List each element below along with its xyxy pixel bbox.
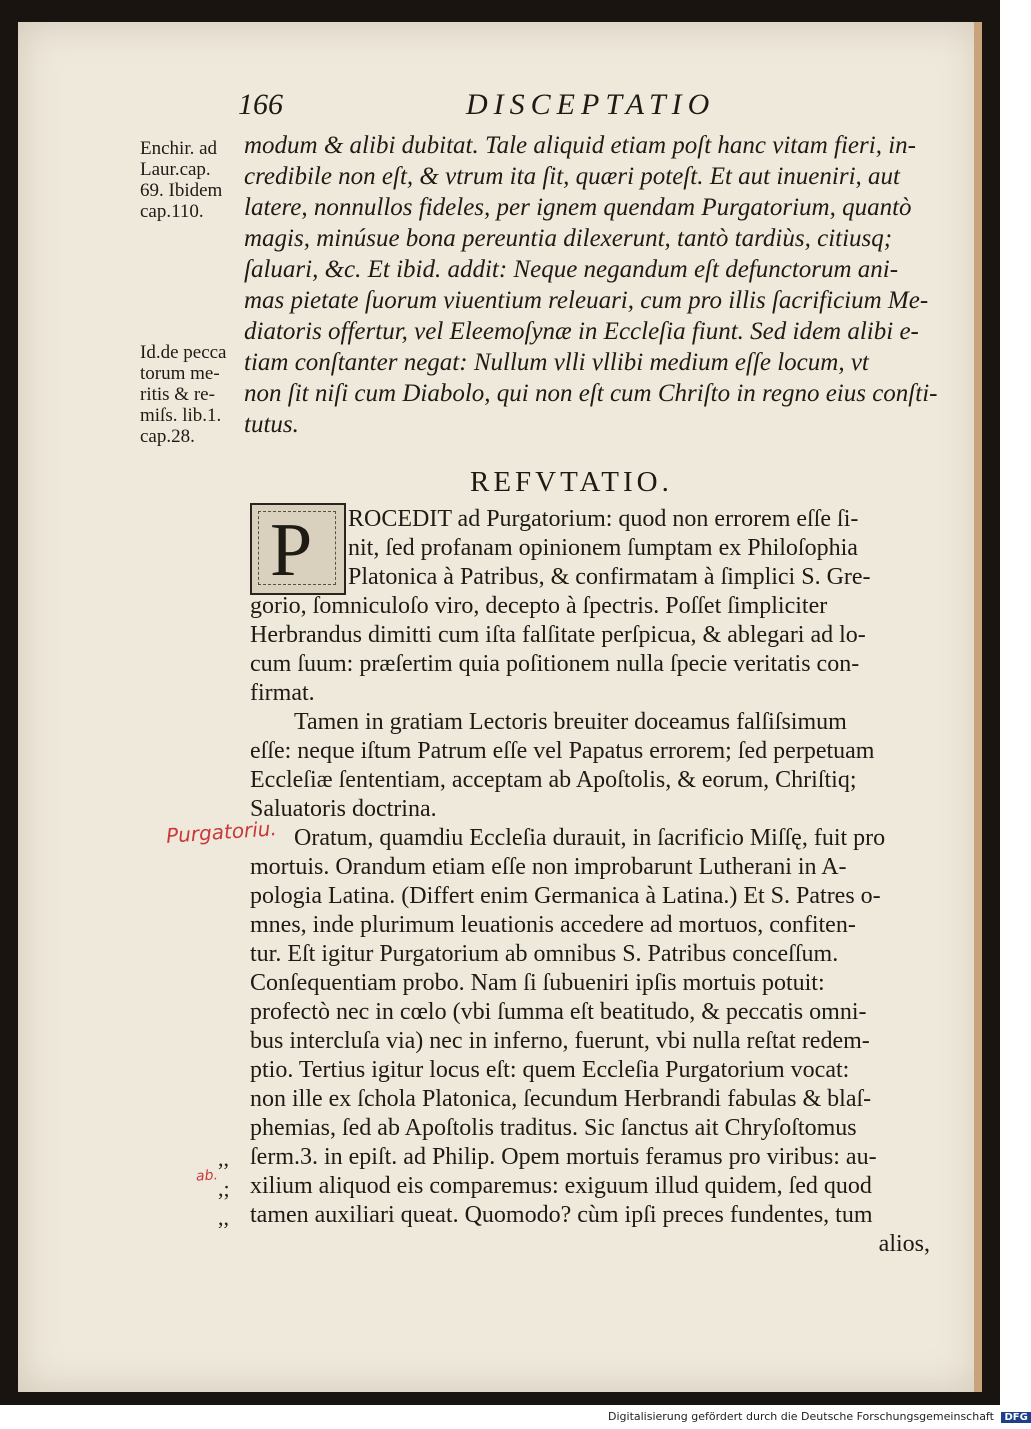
quote-mark: ,,	[218, 1146, 229, 1171]
text-line: Platonica à Patribus, & confirmatam à ſimplici S. Gre-	[348, 564, 871, 590]
text-line: non ſit niſi cum Diabolo, qui non eſt cum Chriſto in regno eius conſti-	[244, 380, 938, 407]
text-line: gorio, ſomniculoſo viro, decepto à ſpectris. Poſſet ſimpliciter	[250, 593, 828, 619]
dfg-logo: DFG	[1001, 1412, 1030, 1423]
text-line: profectò nec in cœlo (vbi ſumma eſt beatitudo, & peccatis omni-	[250, 999, 867, 1025]
text-line: modum & alibi dubitat. Tale aliquid etiam poſt hanc vitam fieri, in-	[244, 132, 916, 159]
text-line: ROCEDIT ad Purgatorium: quod non errorem eſſe ſi-	[348, 506, 859, 532]
margin-note-line: Laur.cap.	[140, 159, 211, 180]
margin-note-line: ritis & re-	[140, 384, 215, 405]
text-line: Tamen in gratiam Lectoris breuiter doceamus falſiſsimum	[294, 709, 847, 735]
handwritten-annotation-nota: ab.	[195, 1167, 219, 1185]
margin-note-line: Id.de pecca	[140, 342, 227, 363]
margin-note-line: Enchir. ad	[140, 138, 218, 159]
text-line: Conſequentiam probo. Nam ſi ſubueniri ipſis mortuis potuit:	[250, 970, 825, 996]
footer-text: Digitalisierung gefördert durch die Deutsche Forschungsgemeinschaft	[608, 1410, 994, 1423]
running-head: DISCEPTATIO	[466, 88, 716, 121]
text-line: ptio. Tertius igitur locus eſt: quem Eccleſia Purgatorium vocat:	[250, 1057, 850, 1083]
text-line: Eccleſiæ ſententiam, acceptam ab Apoſtolis, & eorum, Chriſtiq;	[250, 767, 857, 793]
text-line: phemias, ſed ab Apoſtolis traditus. Sic ſanctus ait Chryſoſtomus	[250, 1115, 857, 1141]
text-line: tiam conſtanter negat: Nullum vlli vllibi medium eſſe locum, vt	[244, 349, 869, 376]
margin-note-2	[140, 342, 227, 447]
text-line: xilium aliquod eis comparemus: exiguum illud quidem, ſed quod	[250, 1173, 872, 1199]
text-line: ſerm.3. in epiſt. ad Philip. Opem mortuis feramus pro viribus: au-	[250, 1144, 877, 1170]
text-line: nit, ſed profanam opinionem ſumptam ex Philoſophia	[348, 535, 858, 561]
margin-note-line: 69. Ibidem	[140, 180, 223, 201]
quote-mark: ,,	[218, 1205, 229, 1230]
margin-note-line: cap.110.	[140, 201, 204, 222]
margin-note-line: torum me-	[140, 363, 220, 384]
text-line: credibile non eſt, & vtrum ita ſit, quæri poteſt. Et aut inueniri, aut	[244, 163, 900, 190]
text-line: cum ſuum: præſertim quia poſitionem nulla ſpecie veritatis con-	[250, 651, 860, 677]
margin-note-line: cap.28.	[140, 426, 195, 447]
text-line: latere, nonnullos fideles, per ignem quendam Purgatorium, quantò	[244, 194, 912, 221]
handwritten-annotation-purgatorium: Purgatoriu.	[165, 816, 278, 848]
margin-note-1	[140, 138, 222, 222]
page-header	[238, 88, 938, 128]
text-line: eſſe: neque iſtum Patrum eſſe vel Papatus errorem; ſed perpetuam	[250, 738, 875, 764]
decorated-initial	[250, 503, 346, 595]
catchword: alios,	[878, 1231, 930, 1257]
page-edge	[974, 22, 982, 1392]
text-line: bus intercluſa via) nec in inferno, fuerunt, vbi nulla reſtat redem-	[250, 1028, 870, 1054]
section-heading: REFVTATIO.	[470, 466, 673, 498]
intro-lines	[348, 505, 948, 592]
text-line: mortuis. Orandum etiam eſſe non improbarunt Lutherani in A-	[250, 854, 847, 880]
body-text	[250, 592, 950, 1259]
text-line: tamen auxiliari queat. Quomodo? cùm ipſi preces fundentes, tum	[250, 1202, 873, 1228]
text-line: tur. Eſt igitur Purgatorium ab omnibus S. Patribus conceſſum.	[250, 941, 839, 967]
digitization-footer	[608, 1410, 1031, 1423]
quote-mark: ,;	[218, 1176, 230, 1201]
text-line: Oratum, quamdiu Eccleſia durauit, in ſacrificio Miſſę, fuit pro	[294, 825, 886, 851]
text-line: Herbrandus dimitti cum iſta falſitate perſpicua, & ablegari ad lo-	[250, 622, 866, 648]
text-line: firmat.	[250, 680, 315, 706]
text-line: mnes, inde plurimum leuationis accedere ad mortuos, confiten-	[250, 912, 856, 938]
text-line: Saluatoris doctrina.	[250, 796, 437, 822]
text-line: non ille ex ſchola Platonica, ſecundum Herbrandi fabulas & blaſ-	[250, 1086, 872, 1112]
text-line: magis, minúsue bona pereuntia dilexerunt, tantò tardiùs, citiusq;	[244, 225, 893, 252]
text-line: tutus.	[244, 411, 299, 438]
initial-letter: P	[270, 508, 313, 592]
text-line: ſaluari, &c. Et ibid. addit: Neque negandum eſt defunctorum ani-	[244, 256, 899, 283]
text-line: diatoris offertur, vel Eleemoſynæ in Eccleſia fiunt. Sed idem alibi e-	[244, 318, 919, 345]
margin-note-line: miſs. lib.1.	[140, 405, 222, 426]
quoted-passage	[244, 130, 944, 440]
text-line: pologia Latina. (Differt enim Germanica à Latina.) Et S. Patres o-	[250, 883, 881, 909]
text-line: mas pietate ſuorum viuentium releuari, cum pro illis ſacrificium Me-	[244, 287, 929, 314]
page-number: 166	[238, 88, 283, 121]
